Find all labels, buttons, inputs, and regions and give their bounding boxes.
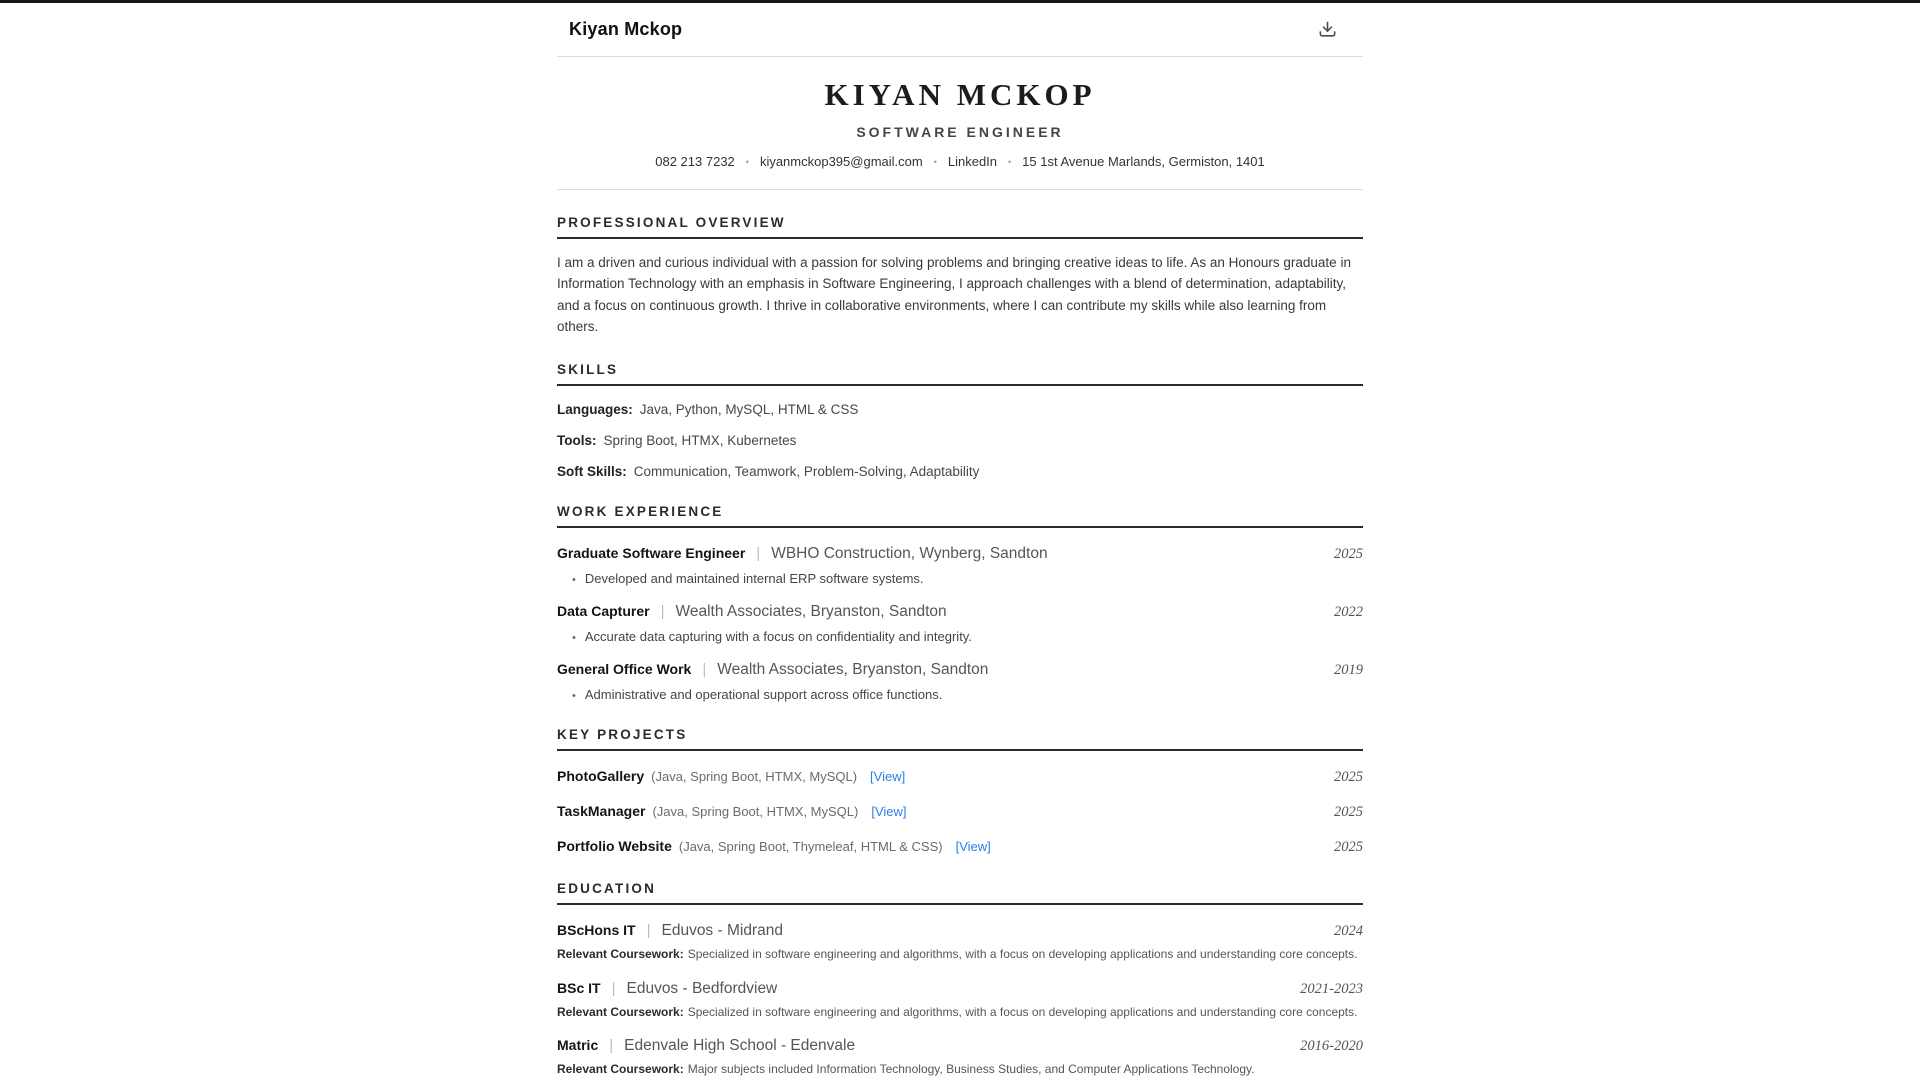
school-name: Edenvale High School - Edenvale [624,1036,856,1054]
skill-row-soft-skills [557,464,1363,479]
dot-separator: • [1008,156,1012,167]
skill-value: Communication, Teamwork, Problem-Solving, Adaptability [633,464,980,480]
experience-item [557,603,1363,644]
resume-document [557,57,1363,1077]
education-item [557,922,1363,962]
skill-label: Languages: [557,402,633,418]
download-icon [1318,20,1337,39]
degree-name: BScHons IT [557,922,636,939]
job-bullet [557,571,1363,586]
education-years: 2024 [1334,923,1363,940]
project-year: 2025 [1334,839,1363,856]
project-row [557,838,1363,856]
download-button[interactable] [1314,16,1341,43]
project-name: TaskManager [557,803,646,820]
coursework-label: Relevant Coursework: [557,1004,684,1019]
company-name: Wealth Associates, Bryanston, Sandton [675,603,947,621]
coursework-line [557,1004,1363,1020]
pipe-separator: | [646,922,651,940]
dot-separator: • [933,156,937,167]
experience-title-row [557,603,1363,621]
section-heading-education: EDUCATION [557,881,1363,905]
job-bullet-text: Accurate data capturing with a focus on confidentiality and integrity. [584,629,972,645]
bullet-icon: • [572,632,576,645]
skill-label: Soft Skills: [557,464,627,480]
job-title: General Office Work [557,661,692,678]
job-bullet-text: Developed and maintained internal ERP software systems. [584,571,924,587]
project-view-link[interactable]: [View] [871,804,907,820]
experience-title-row [557,545,1363,563]
job-bullet [557,629,1363,644]
section-professional-overview [557,215,1363,337]
section-heading-skills: SKILLS [557,362,1363,386]
coursework-text: Specialized in software engineering and algorithms, with a focus on developing applications and understanding core concepts. [687,947,1358,962]
coursework-text: Specialized in software engineering and algorithms, with a focus on developing applications and understanding core concepts. [687,1004,1358,1019]
project-year: 2025 [1334,769,1363,786]
app-header [557,3,1363,57]
education-years: 2016-2020 [1300,1037,1363,1054]
school-name: Eduvos - Midrand [661,922,783,940]
experience-title-row [557,661,1363,679]
company-name: Wealth Associates, Bryanston, Sandton [717,661,989,679]
job-bullet [557,687,1363,702]
contact-phone: 082 213 7232 [655,154,735,169]
project-year: 2025 [1334,804,1363,821]
pipe-separator: | [756,545,761,563]
education-title-row [557,922,1363,940]
job-bullet-text: Administrative and operational support across office functions. [584,687,943,703]
pipe-separator: | [611,979,616,997]
coursework-line [557,946,1363,962]
coursework-line [557,1061,1363,1077]
pipe-separator: | [609,1036,614,1054]
job-year: 2019 [1334,662,1363,679]
contact-email: kiyanmckop395@gmail.com [759,154,923,169]
contact-address: 15 1st Avenue Marlands, Germiston, 1401 [1022,154,1265,169]
job-title: Graduate Software Engineer [557,545,746,562]
coursework-text: Major subjects included Information Technology, Business Studies, and Computer Applications Technology. [687,1061,1255,1076]
pipe-separator: | [702,661,707,679]
section-key-projects [557,727,1363,856]
section-education [557,881,1363,1077]
project-name: PhotoGallery [557,768,645,785]
pipe-separator: | [660,603,665,621]
resume-name: KIYAN MCKOP [824,77,1096,112]
section-skills [557,362,1363,479]
education-title-row [557,1037,1363,1055]
dot-separator: • [745,156,749,167]
project-row [557,803,1363,821]
degree-name: BSc IT [557,979,601,996]
skill-label: Tools: [557,433,597,449]
section-heading-overview: PROFESSIONAL OVERVIEW [557,215,1363,239]
degree-name: Matric [557,1036,599,1053]
skill-row-languages [557,402,1363,417]
job-year: 2025 [1334,546,1363,563]
skill-value: Java, Python, MySQL, HTML & CSS [639,402,859,418]
experience-item [557,545,1363,586]
resume-header [557,57,1363,190]
page-container [557,3,1363,1077]
education-item [557,1037,1363,1077]
contact-line [557,154,1363,169]
project-tech-stack: (Java, Spring Boot, HTMX, MySQL) [652,804,859,820]
skill-row-tools [557,433,1363,448]
experience-item [557,661,1363,702]
bullet-icon: • [572,574,576,587]
bullet-icon: • [572,690,576,703]
contact-linkedin-link[interactable]: LinkedIn [947,154,998,169]
project-name: Portfolio Website [557,838,672,855]
project-tech-stack: (Java, Spring Boot, Thymeleaf, HTML & CSS) [678,839,943,855]
skill-value: Spring Boot, HTMX, Kubernetes [603,433,797,449]
section-heading-projects: KEY PROJECTS [557,727,1363,751]
company-name: WBHO Construction, Wynberg, Sandton [771,545,1048,563]
school-name: Eduvos - Bedfordview [626,979,778,997]
job-year: 2022 [1334,604,1363,621]
project-view-link[interactable]: [View] [870,769,906,785]
education-years: 2021-2023 [1300,980,1363,997]
coursework-label: Relevant Coursework: [557,1061,684,1076]
education-title-row [557,980,1363,998]
overview-paragraph: I am a driven and curious individual with a passion for solving problems and bringing creative ideas to life. As an Honours graduate in Information Technology with an emphasis in Software Engineering, I approach challenges with a blend of determination, adaptability, and a focus on continuous growth. I thrive in collaborative environments, where I can contribute my skills while also learning from others. [557,255,1351,334]
project-view-link[interactable]: [View] [955,839,991,855]
section-work-experience [557,504,1363,702]
job-title: Data Capturer [557,603,650,620]
education-item [557,980,1363,1020]
coursework-label: Relevant Coursework: [557,947,684,962]
app-title: Kiyan Mckop [569,19,683,39]
project-row [557,768,1363,786]
resume-job-title: SOFTWARE ENGINEER [856,124,1064,140]
section-heading-experience: WORK EXPERIENCE [557,504,1363,528]
project-tech-stack: (Java, Spring Boot, HTMX, MySQL) [651,769,858,785]
